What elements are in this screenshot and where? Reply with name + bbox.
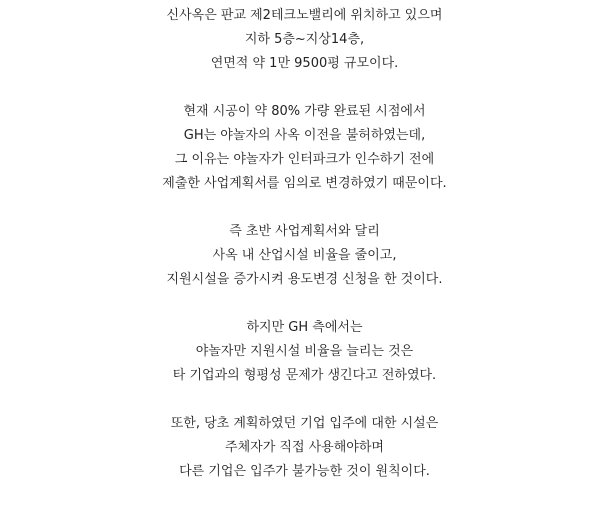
text-line: 즉 초반 사업계획서와 달리 [229, 224, 380, 239]
paragraph-gh-position [0, 316, 609, 388]
text-line: 제출한 사업계획서를 임의로 변경하였기 때문이다. [162, 176, 447, 191]
text-line: 하지만 GH 측에서는 [246, 320, 363, 335]
text-line: 지하 5층~지상14층, [244, 32, 365, 47]
text-line: 사옥 내 산업시설 비율을 줄이고, [212, 248, 397, 263]
text-line: 주체자가 직접 사용해야하며 [225, 440, 384, 455]
text-line: GH는 야놀자의 사옥 이전을 불허하였는데, [183, 128, 426, 143]
text-line: 또한, 당초 계획하였던 기업 입주에 대한 시설은 [170, 416, 439, 431]
text-line: 타 기업과의 형평성 문제가 생긴다고 전하였다. [172, 368, 437, 383]
paragraph-relocation-denied [0, 100, 609, 196]
paragraph-location [0, 4, 609, 76]
text-line: 연면적 약 1만 9500평 규모이다. [210, 56, 399, 71]
paragraph-principle [0, 412, 609, 484]
text-line: 신사옥은 판교 제2테크노밸리에 위치하고 있으며 [166, 8, 443, 23]
text-line: 다른 기업은 입주가 불가능한 것이 원칙이다. [179, 464, 430, 479]
text-line: 그 이유는 야놀자가 인터파크가 인수하기 전에 [174, 152, 435, 167]
paragraph-use-change [0, 220, 609, 292]
article-body [0, 4, 609, 508]
text-line: 야놀자만 지원시설 비율을 늘리는 것은 [195, 344, 414, 359]
text-line: 현재 시공이 약 80% 가량 완료된 시점에서 [183, 104, 426, 119]
text-line: 지원시설을 증가시켜 용도변경 신청을 한 것이다. [166, 272, 443, 287]
